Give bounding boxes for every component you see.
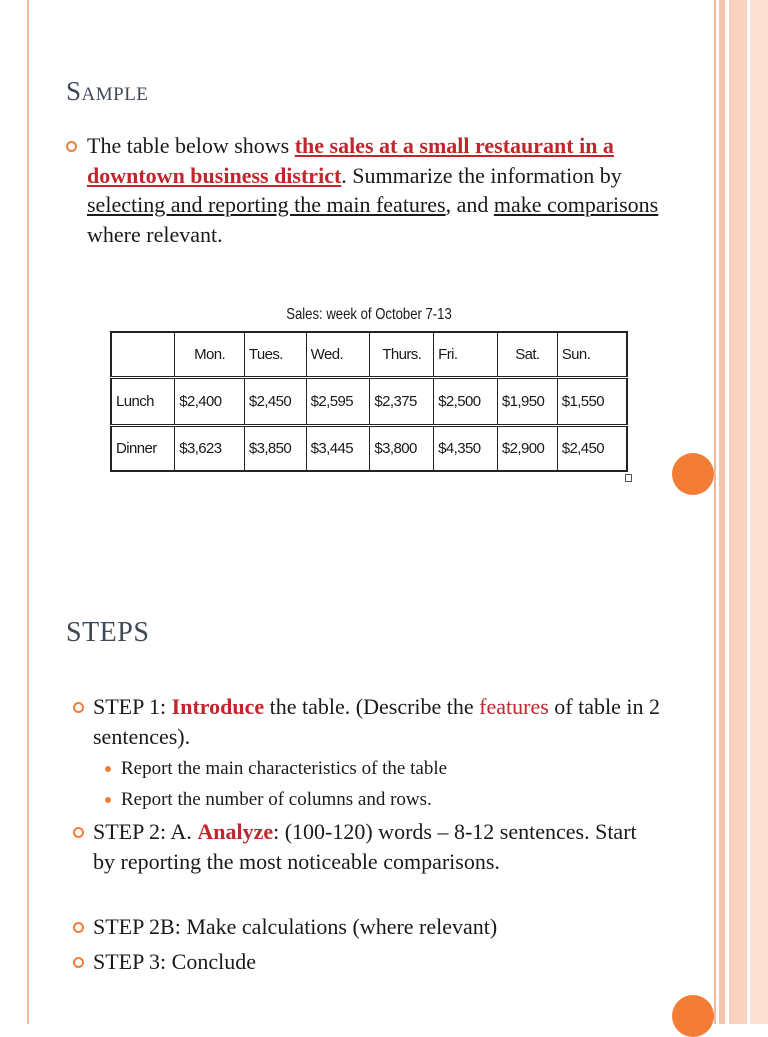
table-cell: $2,500 bbox=[434, 378, 498, 425]
right-decorative-band bbox=[714, 0, 716, 1024]
bullet-icon bbox=[73, 702, 84, 713]
table-cell: $2,450 bbox=[557, 425, 627, 471]
slide-divider-dot bbox=[672, 453, 714, 495]
column-header: Wed. bbox=[306, 332, 370, 378]
slide-title-steps: STEPS bbox=[66, 617, 150, 648]
step-text: : (100-120) words – 8-12 sentences. Start by reporting the most noticeable comparisons. bbox=[93, 819, 637, 874]
table-header-row bbox=[111, 332, 627, 378]
bullet-icon bbox=[66, 141, 77, 152]
step-text: the table. (Describe the bbox=[264, 694, 480, 719]
column-header: Sat. bbox=[497, 332, 557, 378]
right-decorative-band bbox=[729, 0, 747, 1024]
step-label: STEP 1: bbox=[93, 694, 172, 719]
row-header: Lunch bbox=[111, 378, 175, 425]
sub-item-text: Report the main characteristics of the table bbox=[121, 758, 448, 779]
step-1-text bbox=[93, 692, 663, 752]
sales-table bbox=[110, 331, 628, 472]
table-corner-cell bbox=[111, 332, 175, 378]
column-header: Sun. bbox=[557, 332, 627, 378]
table-cell: $3,623 bbox=[175, 425, 245, 471]
table-cell: $2,595 bbox=[306, 378, 370, 425]
sample-underlined-text: make comparisons bbox=[493, 192, 659, 217]
step-2-text bbox=[93, 817, 663, 877]
bullet-icon bbox=[73, 922, 84, 933]
table-cell: $3,445 bbox=[306, 425, 370, 471]
sub-item-text: Report the number of columns and rows. bbox=[121, 789, 432, 810]
sample-text: , and bbox=[445, 192, 494, 217]
row-header: Dinner bbox=[111, 425, 175, 471]
bullet-icon bbox=[73, 827, 84, 838]
table-row bbox=[111, 425, 627, 471]
sample-text: where relevant. bbox=[87, 221, 223, 247]
bullet-icon bbox=[73, 957, 84, 968]
step-keyword: Introduce bbox=[171, 694, 265, 719]
resize-handle-icon bbox=[625, 474, 632, 482]
sample-highlight: the sales at a small restaurant in a downtown business district bbox=[87, 133, 614, 188]
sample-intro: The table below shows bbox=[87, 133, 295, 158]
table-cell: $3,800 bbox=[370, 425, 434, 471]
table-cell: $1,950 bbox=[497, 378, 557, 425]
step-text: of table in 2 sentences). bbox=[93, 694, 660, 749]
table-cell: $1,550 bbox=[557, 378, 627, 425]
sample-underlined-text: selecting and reporting the main features bbox=[87, 192, 446, 217]
sample-paragraph bbox=[87, 131, 677, 249]
table-cell: $2,450 bbox=[244, 378, 306, 425]
table-cell: $2,900 bbox=[497, 425, 557, 471]
sample-text: . Summarize the information by bbox=[341, 162, 622, 188]
left-decorative-stripe bbox=[27, 0, 29, 1024]
step-label: STEP 2: A. bbox=[93, 819, 198, 844]
table-caption: Sales: week of October 7-13 bbox=[286, 306, 452, 323]
sub-bullet-icon bbox=[105, 797, 111, 803]
sub-bullet-icon bbox=[105, 766, 111, 772]
right-decorative-band bbox=[750, 0, 768, 1024]
table-cell: $2,375 bbox=[370, 378, 434, 425]
column-header: Thurs. bbox=[370, 332, 434, 378]
column-header: Tues. bbox=[244, 332, 306, 378]
slide-title-sample: Sample bbox=[66, 76, 149, 106]
table-cell: $4,350 bbox=[434, 425, 498, 471]
table-cell: $3,850 bbox=[244, 425, 306, 471]
table-row bbox=[111, 378, 627, 425]
step-2b-text: STEP 2B: Make calculations (where relevant) bbox=[93, 914, 498, 939]
right-decorative-band bbox=[719, 0, 725, 1024]
step-3-text: STEP 3: Conclude bbox=[93, 949, 256, 974]
step-keyword: Analyze bbox=[197, 819, 274, 844]
table-cell: $2,400 bbox=[175, 378, 245, 425]
step-red-text: features bbox=[479, 694, 549, 719]
column-header: Fri. bbox=[434, 332, 498, 378]
slide-divider-dot bbox=[672, 995, 714, 1037]
column-header: Mon. bbox=[175, 332, 245, 378]
